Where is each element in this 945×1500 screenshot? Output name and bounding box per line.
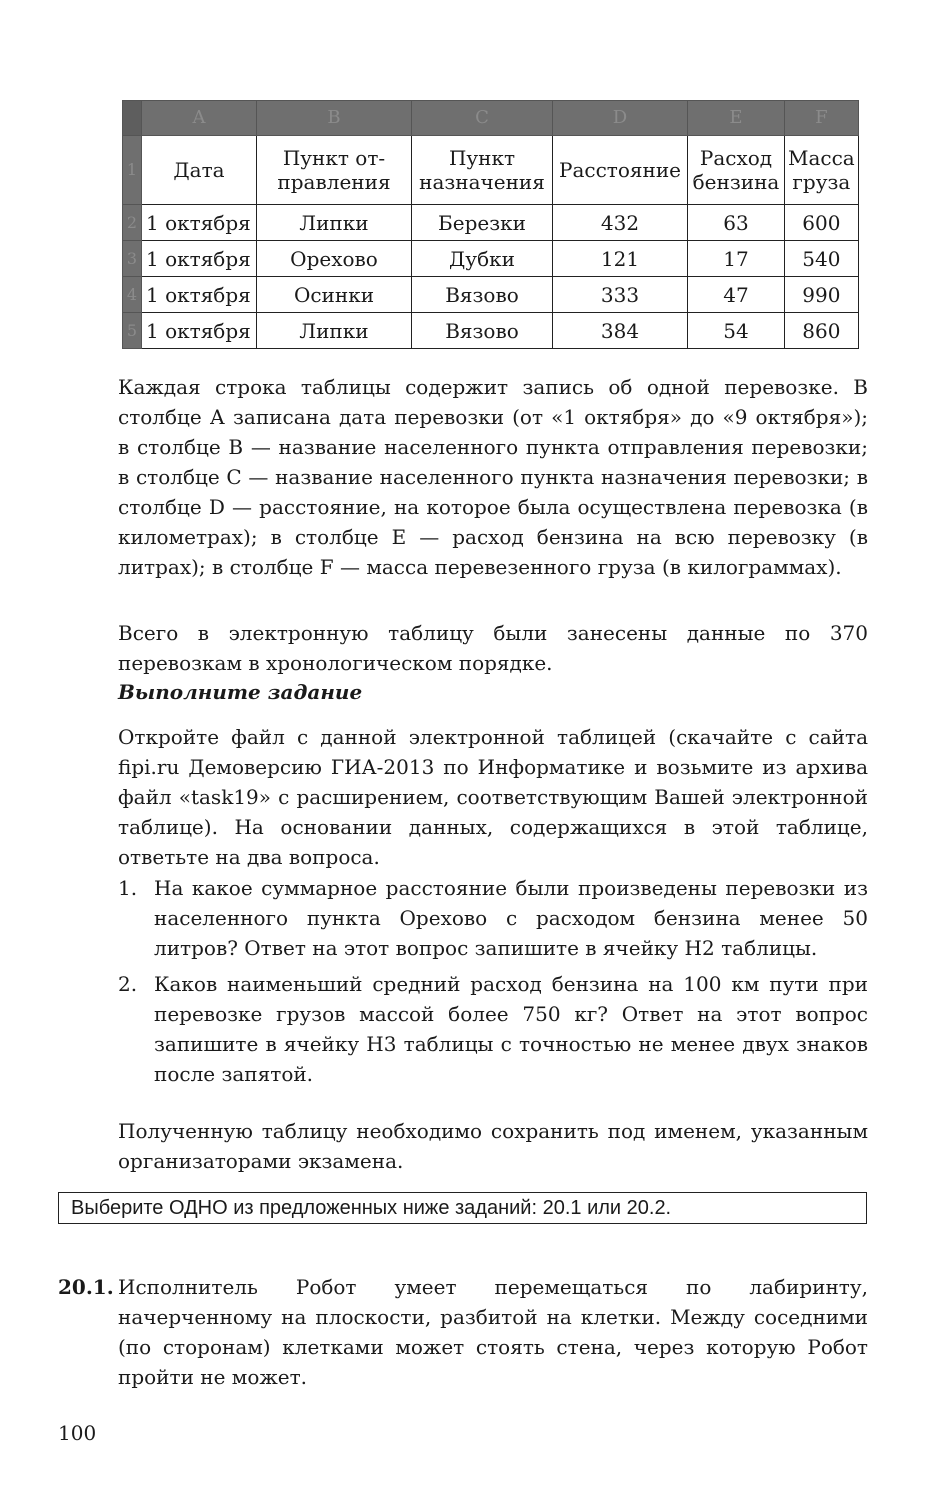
- data-count-paragraph: Всего в электронную таблицу были занесены данные по 370 перевозкам в хронологическом порядке.: [118, 621, 868, 675]
- column-letter: B: [257, 101, 412, 136]
- table-cell: 333: [553, 277, 688, 313]
- choice-notice-box: Выберите ОДНО из предложенных ниже заданий: 20.1 или 20.2.: [58, 1192, 867, 1224]
- table-row: [123, 313, 859, 349]
- column-letter: E: [688, 101, 785, 136]
- column-letter: D: [553, 101, 688, 136]
- table-cell: Липки: [257, 313, 412, 349]
- table-cell: Осинки: [257, 277, 412, 313]
- exercise-number: 20.1.: [58, 1275, 114, 1299]
- table-cell: 1 октября: [142, 313, 257, 349]
- save-instructions-paragraph: Полученную таблицу необходимо сохранить под именем, указанным организаторами экзамена.: [118, 1119, 868, 1173]
- header-cell: Масса груза: [785, 136, 859, 205]
- header-cell: Расстояние: [553, 136, 688, 205]
- table-description-paragraph: Каждая строка таблицы содержит запись об одной перевозке. В столбце А записана дата перевозки (от «1 октября» до «9 октября»); в столбце В — название населенного пункта отправления перевозки; в столбце С — название населенного пункта назначения перевозки; в столбце D — расстояние, на которое была осуществлена перевозка (в километрах); в столбце Е — расход бензина на всю перевозку (в литрах); в столбце F — масса перевезенного груза (в килограммах).: [118, 375, 868, 579]
- table-cell: 432: [553, 205, 688, 241]
- table-cell: Вязово: [412, 313, 553, 349]
- table-header-row: [123, 136, 859, 205]
- table-cell: 63: [688, 205, 785, 241]
- table-cell: Орехово: [257, 241, 412, 277]
- row-number: 5: [123, 313, 142, 349]
- question-text: Каков наименьший средний расход бензина на 100 км пути при перевозке грузов массой более 750 кг? Ответ на этот вопрос запишите в ячейку Н3 таблицы с точностью не менее двух знаков после запятой.: [154, 972, 868, 1086]
- table-cell: 47: [688, 277, 785, 313]
- table-row: [123, 241, 859, 277]
- table-cell: 54: [688, 313, 785, 349]
- corner-cell: [123, 101, 142, 136]
- column-letter: C: [412, 101, 553, 136]
- page-number: 100: [58, 1421, 97, 1445]
- column-header-row: [123, 101, 859, 136]
- question-text: На какое суммарное расстояние были произведены перевозки из населенного пункта Орехово с расходом бензина менее 50 литров? Ответ на этот вопрос запишите в ячейку Н2 таблицы.: [154, 876, 868, 960]
- spreadsheet-table: [122, 100, 859, 349]
- question-number: 1.: [118, 876, 138, 900]
- table-row: [123, 205, 859, 241]
- table-cell: Березки: [412, 205, 553, 241]
- list-item: [118, 969, 868, 1089]
- table-cell: 384: [553, 313, 688, 349]
- table-cell: Липки: [257, 205, 412, 241]
- table-cell: 1 октября: [142, 241, 257, 277]
- table-cell: 860: [785, 313, 859, 349]
- row-number: 1: [123, 136, 142, 205]
- table-cell: 1 октября: [142, 277, 257, 313]
- column-letter: F: [785, 101, 859, 136]
- exercise-text: Исполнитель Робот умеет перемещаться по лабиринту, начерченному на плоскости, разбитой на клетки. Между соседними (по сторонам) клетками может стоять стена, через которую Робот пройти не может.: [118, 1275, 868, 1389]
- row-number: 2: [123, 205, 142, 241]
- table-cell: 1 октября: [142, 205, 257, 241]
- table-cell: Вязово: [412, 277, 553, 313]
- row-number: 3: [123, 241, 142, 277]
- header-cell: Дата: [142, 136, 257, 205]
- table-row: [123, 277, 859, 313]
- list-item: [118, 873, 868, 963]
- table-cell: 540: [785, 241, 859, 277]
- table-cell: Дубки: [412, 241, 553, 277]
- header-cell: Расход бензина: [688, 136, 785, 205]
- header-cell: Пункт назначения: [412, 136, 553, 205]
- header-cell: Пункт от- правления: [257, 136, 412, 205]
- table-cell: 990: [785, 277, 859, 313]
- task-instructions-paragraph: Откройте файл с данной электронной таблицей (скачайте с сайта fipi.ru Демоверсию ГИА-2013 по Информатике и возьмите из архива файл «task19» с расширением, соответствующим Вашей электронной таблице). На основании данных, содержащихся в этой таблице, ответьте на два вопроса.: [118, 725, 868, 869]
- task-heading: Выполните задание: [118, 680, 363, 704]
- row-number: 4: [123, 277, 142, 313]
- table-cell: 600: [785, 205, 859, 241]
- table-cell: 121: [553, 241, 688, 277]
- column-letter: A: [142, 101, 257, 136]
- question-number: 2.: [118, 972, 138, 996]
- table-cell: 17: [688, 241, 785, 277]
- questions-list: [118, 873, 868, 1095]
